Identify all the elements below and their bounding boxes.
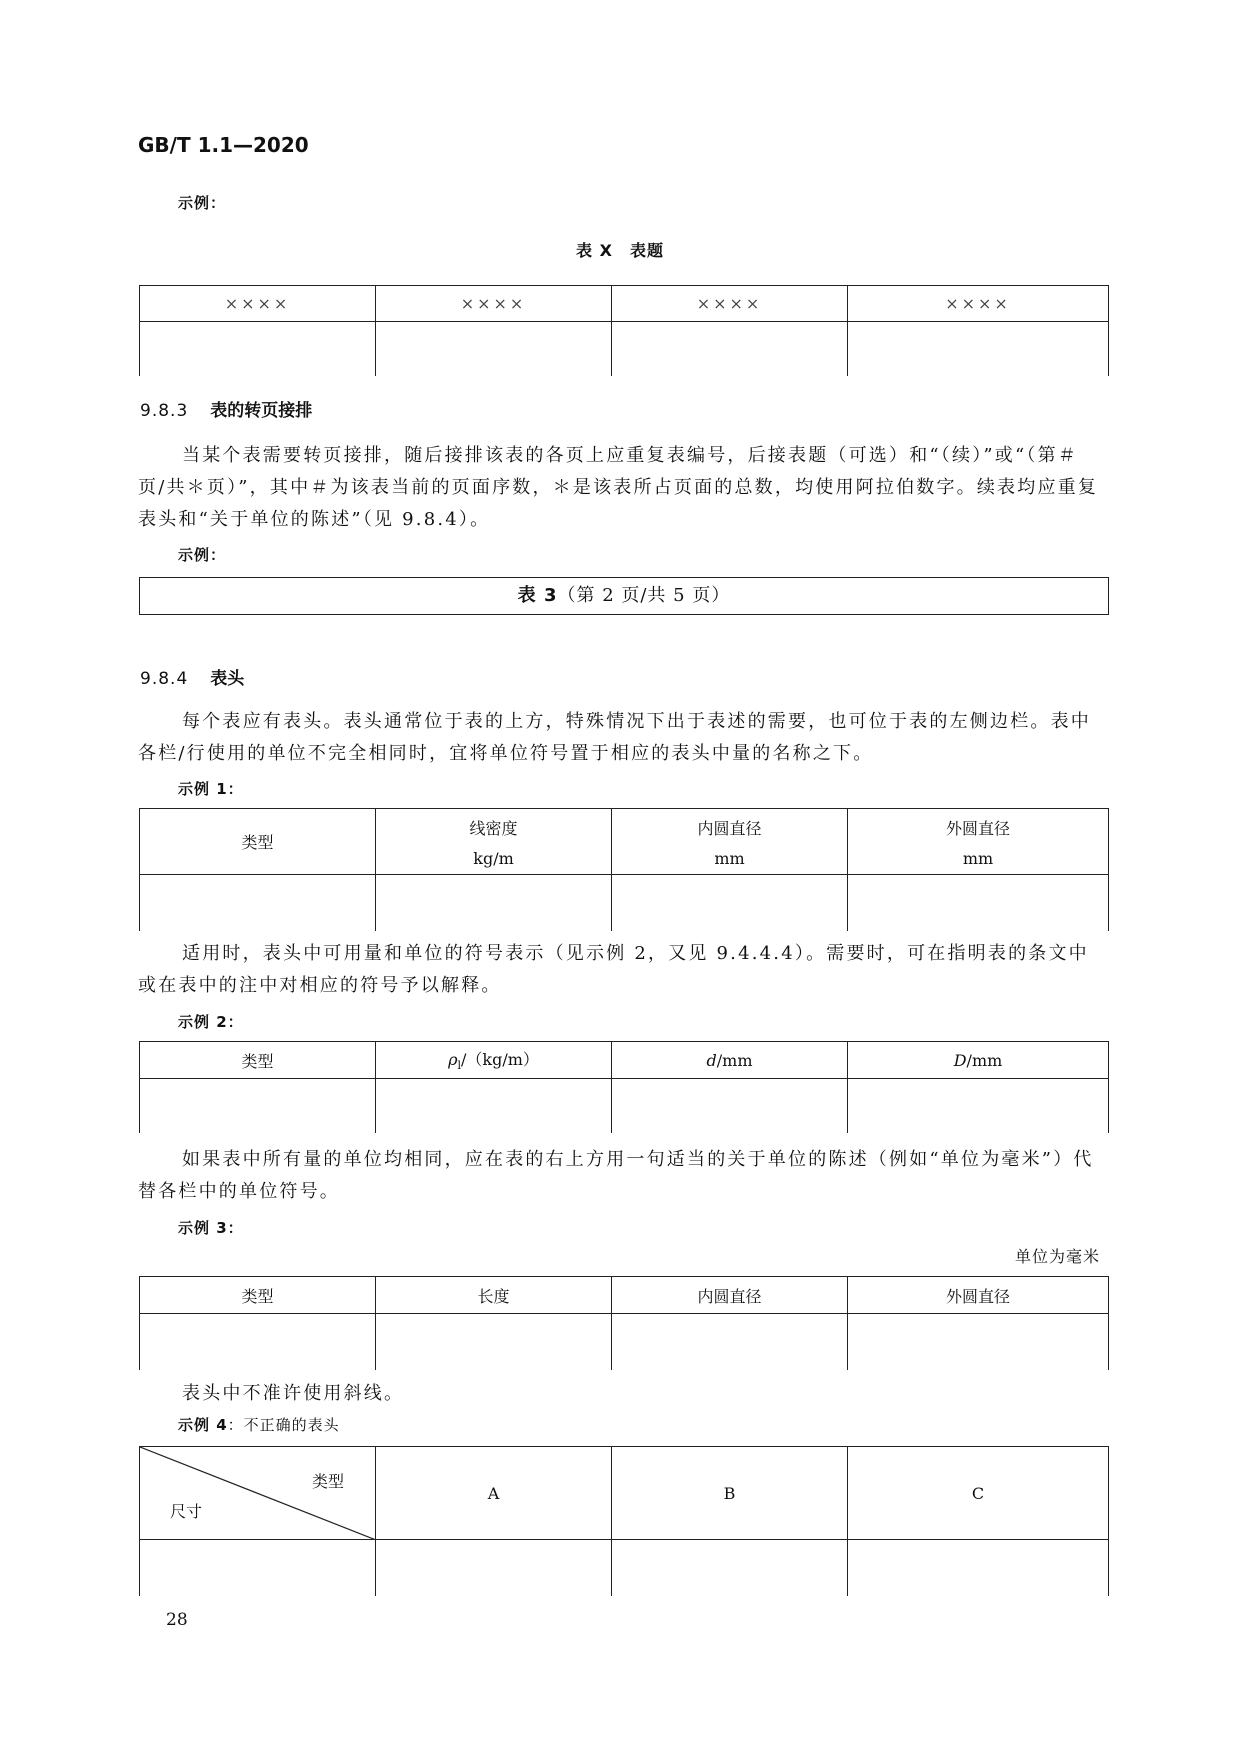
quantity-symbol: D [953, 1050, 967, 1070]
column-unit: kg/m [473, 848, 514, 868]
table-cell [848, 1314, 1109, 1370]
section-number: 9.8.3 [140, 401, 189, 421]
table-header-cell: ×××× [612, 286, 848, 322]
table-cell [848, 1540, 1109, 1596]
column-name: 类型 [241, 833, 274, 852]
example-label [178, 1414, 340, 1435]
example-label: 示例 3： [178, 1219, 244, 1237]
section-number: 9.8.4 [140, 669, 189, 689]
table-cell [848, 875, 1109, 931]
example-table-x [139, 285, 1109, 376]
example-label: 示例 2： [178, 1013, 244, 1031]
table-cell [376, 875, 612, 931]
table-header-cell: ×××× [140, 286, 376, 322]
example-label: 示例： [178, 546, 227, 564]
table-cell [140, 1079, 376, 1133]
page-number: 28 [166, 1610, 188, 1630]
example-label-bold: 示例 4 [178, 1416, 228, 1434]
section-heading-9-8-3 [140, 396, 312, 421]
quantity-symbol: d [706, 1050, 717, 1070]
table-number: 表 3 [517, 585, 558, 606]
example-label: 示例 1： [178, 780, 244, 798]
section-title: 表的转页接排 [210, 401, 313, 421]
continued-table-caption-box [139, 577, 1109, 615]
column-name: 线密度 [469, 818, 518, 838]
example-table-3 [139, 1276, 1109, 1370]
table-header-cell: C [848, 1447, 1109, 1540]
section-title: 表头 [210, 669, 245, 689]
example-table-1 [139, 808, 1109, 931]
standard-number: GB/T 1.1—2020 [138, 133, 309, 157]
quantity-symbol: ρ [448, 1050, 458, 1070]
table-caption: 表 X 表题 [576, 241, 664, 260]
diagonal-line [140, 1447, 376, 1540]
table-header-cell: 长度 [376, 1277, 612, 1314]
table-cell [612, 1540, 848, 1596]
paragraph-text: 如果表中所有量的单位均相同，应在表的右上方用一句适当的关于单位的陈述（例如“单位为毫米”）代替各栏中的单位符号。 [138, 1149, 1094, 1202]
paragraph [138, 1378, 1100, 1410]
table-header-cell: 类型 [140, 1277, 376, 1314]
table-header-cell [612, 809, 848, 875]
symbol-subscript: l [457, 1059, 462, 1073]
table-header-cell [376, 809, 612, 875]
table-header-cell [376, 1042, 612, 1079]
table-header-cell: B [612, 1447, 848, 1540]
table-cell [612, 322, 848, 376]
example-label-desc: ：不正确的表头 [227, 1416, 340, 1434]
paragraph-text: 每个表应有表头。表头通常位于表的上方，特殊情况下出于表述的需要，也可位于表的左侧边栏。表中各栏/行使用的单位不完全相同时，宜将单位符号置于相应的表头中量的名称之下。 [138, 711, 1091, 764]
unit-statement: 单位为毫米 [1014, 1247, 1100, 1266]
unit: /mm [966, 1050, 1003, 1070]
table-header-cell: 内圆直径 [612, 1277, 848, 1314]
diagonal-top-label: 类型 [312, 1472, 345, 1491]
example-table-2 [139, 1041, 1109, 1133]
paragraph-text: 当某个表需要转页接排，随后接排该表的各页上应重复表编号，后接表题（可选）和“（续）”或“（第＃页/共＊页）”，其中＃为该表当前的页面序数，＊是该表所占页面的总数，均使用阿拉伯数字。续表均应重复表头和“关于单位的陈述”（见 9.8.4）。 [138, 445, 1099, 530]
paragraph [138, 1144, 1100, 1208]
paragraph-text: 适用时，表头中可用量和单位的符号表示（见示例 2，又见 9.4.4.4）。需要时，可在指明表的条文中或在表中的注中对相应的符号予以解释。 [138, 943, 1089, 996]
table-header-cell [612, 1042, 848, 1079]
table-cell [376, 1540, 612, 1596]
table-cell [612, 875, 848, 931]
table-header-cell [140, 809, 376, 875]
table-cell [612, 1079, 848, 1133]
column-unit: mm [962, 848, 994, 868]
diagonal-bottom-label: 尺寸 [170, 1502, 203, 1521]
example-table-4 [139, 1446, 1109, 1596]
table-cell [612, 1314, 848, 1370]
paragraph [138, 440, 1100, 536]
unit: /mm [716, 1050, 753, 1070]
page-indicator: （第 2 页/共 5 页） [557, 585, 731, 606]
table-cell [140, 322, 376, 376]
table-header-cell: A [376, 1447, 612, 1540]
table-cell [140, 1540, 376, 1596]
diagonal-header-cell [140, 1447, 376, 1540]
table-header-cell: 类型 [140, 1042, 376, 1079]
paragraph-text: 表头中不准许使用斜线。 [182, 1383, 405, 1404]
table-cell [376, 1079, 612, 1133]
column-name: 内圆直径 [697, 818, 762, 838]
table-cell [848, 1079, 1109, 1133]
table-cell [848, 322, 1109, 376]
table-cell [376, 1314, 612, 1370]
section-heading-9-8-4 [140, 664, 244, 689]
table-header-cell: ×××× [376, 286, 612, 322]
table-header-cell [848, 1042, 1109, 1079]
table-cell [140, 1314, 376, 1370]
unit: /（kg/m） [461, 1050, 539, 1070]
table-cell [140, 875, 376, 931]
table-header-cell: ×××× [848, 286, 1109, 322]
paragraph [138, 938, 1100, 1002]
table-header-cell [848, 809, 1109, 875]
column-name: 外圆直径 [945, 818, 1010, 838]
column-unit: mm [714, 848, 745, 868]
table-header-cell: 外圆直径 [848, 1277, 1109, 1314]
paragraph [138, 706, 1100, 770]
table-cell [376, 322, 612, 376]
example-label: 示例： [178, 194, 227, 212]
